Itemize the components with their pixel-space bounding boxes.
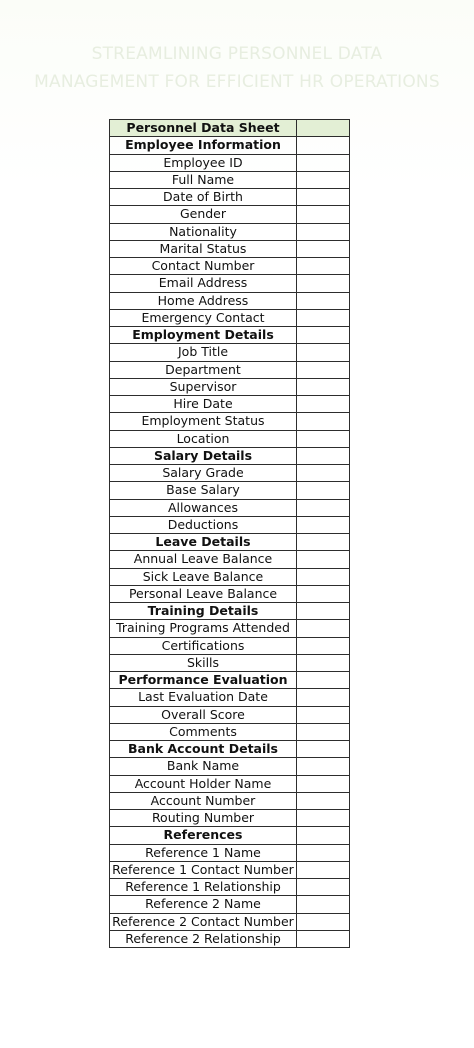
section-value-cell: [297, 137, 350, 154]
field-value-cell[interactable]: [297, 844, 350, 861]
field-value-cell[interactable]: [297, 585, 350, 602]
table-row: [110, 206, 350, 223]
field-value-cell[interactable]: [297, 344, 350, 361]
field-value-cell[interactable]: [297, 223, 350, 240]
section-label: Training Details: [110, 603, 297, 620]
section-header-row: [110, 327, 350, 344]
table-row: [110, 154, 350, 171]
section-label: Salary Details: [110, 447, 297, 464]
field-value-cell[interactable]: [297, 913, 350, 930]
section-header-row: [110, 827, 350, 844]
field-value-cell[interactable]: [297, 654, 350, 671]
table-row: [110, 240, 350, 257]
field-label: Account Number: [110, 792, 297, 809]
field-label: Allowances: [110, 499, 297, 516]
field-label: Bank Name: [110, 758, 297, 775]
section-value-cell: [297, 672, 350, 689]
field-value-cell[interactable]: [297, 620, 350, 637]
section-value-cell: [297, 327, 350, 344]
field-value-cell[interactable]: [297, 723, 350, 740]
table-row: [110, 516, 350, 533]
table-row: [110, 654, 350, 671]
table-row: [110, 344, 350, 361]
section-header-row: [110, 741, 350, 758]
field-value-cell[interactable]: [297, 292, 350, 309]
field-label: Employee ID: [110, 154, 297, 171]
table-row: [110, 879, 350, 896]
field-value-cell[interactable]: [297, 189, 350, 206]
field-value-cell[interactable]: [297, 637, 350, 654]
table-row: [110, 775, 350, 792]
field-label: Salary Grade: [110, 465, 297, 482]
field-label: Routing Number: [110, 810, 297, 827]
section-header-row: [110, 447, 350, 464]
field-value-cell[interactable]: [297, 568, 350, 585]
table-row: [110, 637, 350, 654]
section-label: Performance Evaluation: [110, 672, 297, 689]
table-row: [110, 810, 350, 827]
page-title-line-1: STREAMLINING PERSONNEL DATA: [91, 44, 383, 64]
table-row: [110, 465, 350, 482]
table-row: [110, 913, 350, 930]
section-label: References: [110, 827, 297, 844]
page-title-line-2: MANAGEMENT FOR EFFICIENT HR OPERATIONS: [34, 72, 440, 92]
field-value-cell[interactable]: [297, 465, 350, 482]
table-row: [110, 585, 350, 602]
table-row: [110, 258, 350, 275]
field-value-cell[interactable]: [297, 430, 350, 447]
field-label: Emergency Contact: [110, 309, 297, 326]
field-label: Reference 2 Relationship: [110, 930, 297, 947]
field-value-cell[interactable]: [297, 930, 350, 947]
section-label: Leave Details: [110, 534, 297, 551]
table-row: [110, 620, 350, 637]
section-label: Employment Details: [110, 327, 297, 344]
field-value-cell[interactable]: [297, 689, 350, 706]
field-value-cell[interactable]: [297, 792, 350, 809]
section-value-cell: [297, 741, 350, 758]
field-value-cell[interactable]: [297, 309, 350, 326]
field-label: Full Name: [110, 171, 297, 188]
field-label: Sick Leave Balance: [110, 568, 297, 585]
table-row: [110, 792, 350, 809]
field-label: Job Title: [110, 344, 297, 361]
field-label: Skills: [110, 654, 297, 671]
table-row: [110, 930, 350, 947]
table-header-label: Personnel Data Sheet: [110, 120, 297, 137]
table-row: [110, 171, 350, 188]
field-value-cell[interactable]: [297, 516, 350, 533]
field-value-cell[interactable]: [297, 810, 350, 827]
field-label: Hire Date: [110, 396, 297, 413]
field-label: Reference 1 Name: [110, 844, 297, 861]
field-value-cell[interactable]: [297, 154, 350, 171]
section-value-cell: [297, 603, 350, 620]
field-value-cell[interactable]: [297, 396, 350, 413]
field-value-cell[interactable]: [297, 896, 350, 913]
table-row: [110, 189, 350, 206]
table-row: [110, 758, 350, 775]
personnel-data-table: [109, 119, 350, 948]
table-row: [110, 396, 350, 413]
personnel-data-sheet: [109, 119, 349, 948]
field-value-cell[interactable]: [297, 413, 350, 430]
field-value-cell[interactable]: [297, 206, 350, 223]
table-row: [110, 896, 350, 913]
table-row: [110, 861, 350, 878]
table-row: [110, 275, 350, 292]
field-label: Supervisor: [110, 378, 297, 395]
field-label: Nationality: [110, 223, 297, 240]
field-value-cell[interactable]: [297, 551, 350, 568]
table-row: [110, 378, 350, 395]
field-label: Reference 2 Name: [110, 896, 297, 913]
field-label: Comments: [110, 723, 297, 740]
field-label: Email Address: [110, 275, 297, 292]
field-value-cell[interactable]: [297, 258, 350, 275]
field-label: Marital Status: [110, 240, 297, 257]
field-label: Reference 2 Contact Number: [110, 913, 297, 930]
field-value-cell[interactable]: [297, 171, 350, 188]
field-label: Last Evaluation Date: [110, 689, 297, 706]
field-label: Annual Leave Balance: [110, 551, 297, 568]
table-row: [110, 223, 350, 240]
field-value-cell[interactable]: [297, 861, 350, 878]
field-label: Base Salary: [110, 482, 297, 499]
field-label: Overall Score: [110, 706, 297, 723]
field-label: Personal Leave Balance: [110, 585, 297, 602]
table-row: [110, 568, 350, 585]
section-header-row: [110, 603, 350, 620]
section-header-row: [110, 672, 350, 689]
field-label: Home Address: [110, 292, 297, 309]
field-value-cell[interactable]: [297, 240, 350, 257]
table-row: [110, 499, 350, 516]
field-value-cell[interactable]: [297, 275, 350, 292]
field-value-cell[interactable]: [297, 879, 350, 896]
field-value-cell[interactable]: [297, 361, 350, 378]
field-label: Contact Number: [110, 258, 297, 275]
table-row: [110, 689, 350, 706]
field-label: Reference 1 Contact Number: [110, 861, 297, 878]
field-value-cell[interactable]: [297, 758, 350, 775]
table-row: [110, 844, 350, 861]
field-label: Certifications: [110, 637, 297, 654]
field-label: Training Programs Attended: [110, 620, 297, 637]
field-label: Account Holder Name: [110, 775, 297, 792]
section-value-cell: [297, 534, 350, 551]
field-label: Date of Birth: [110, 189, 297, 206]
field-label: Gender: [110, 206, 297, 223]
field-value-cell[interactable]: [297, 499, 350, 516]
field-value-cell[interactable]: [297, 706, 350, 723]
field-value-cell[interactable]: [297, 482, 350, 499]
table-header-value-cell: [297, 120, 350, 137]
field-label: Employment Status: [110, 413, 297, 430]
field-label: Deductions: [110, 516, 297, 533]
section-value-cell: [297, 827, 350, 844]
section-value-cell: [297, 447, 350, 464]
section-label: Employee Information: [110, 137, 297, 154]
field-label: Reference 1 Relationship: [110, 879, 297, 896]
field-value-cell[interactable]: [297, 378, 350, 395]
table-row: [110, 551, 350, 568]
table-row: [110, 723, 350, 740]
section-header-row: [110, 534, 350, 551]
table-header-row: [110, 120, 350, 137]
section-label: Bank Account Details: [110, 741, 297, 758]
table-row: [110, 413, 350, 430]
table-row: [110, 292, 350, 309]
table-body: [110, 120, 350, 948]
table-row: [110, 706, 350, 723]
field-value-cell[interactable]: [297, 775, 350, 792]
table-row: [110, 482, 350, 499]
table-row: [110, 309, 350, 326]
field-label: Department: [110, 361, 297, 378]
table-row: [110, 361, 350, 378]
section-header-row: [110, 137, 350, 154]
page-title: [0, 40, 474, 96]
table-row: [110, 430, 350, 447]
field-label: Location: [110, 430, 297, 447]
